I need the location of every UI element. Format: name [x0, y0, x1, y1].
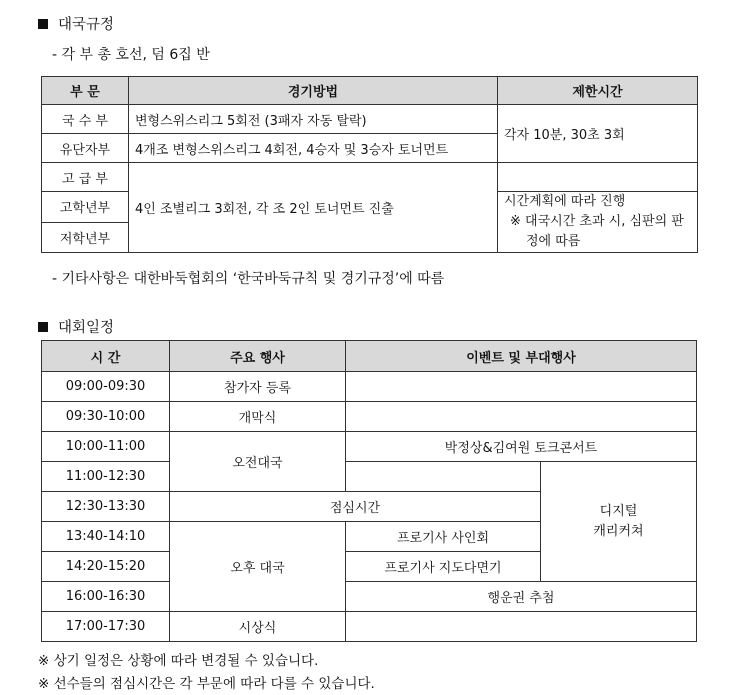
schedule-heading-text: 대회일정: [58, 320, 115, 336]
time-cell: 09:00-09:30: [42, 372, 170, 402]
time-cell: 12:30-13:30: [42, 492, 170, 522]
division-cell: 유단자부: [42, 134, 129, 163]
schedule-table: [41, 340, 697, 642]
col-side-event: 이벤트 및 부대행사: [346, 341, 697, 372]
method-cell: 4개조 변형스위스리그 4회전, 4승자 및 3승자 토너먼트: [129, 134, 498, 163]
col-time-limit: 제한시간: [498, 77, 698, 105]
time-plan-line: 시간계획에 따라 진행: [504, 194, 626, 209]
main-event-cell: 오후 대국: [170, 522, 346, 612]
rules-table: [41, 76, 698, 253]
side-event-cell: 행운권 추첨: [346, 582, 697, 612]
time-limit-cell: 각자 10분, 30초 3회: [498, 105, 698, 163]
other-rules-note: - 기타사항은 대한바둑협회의 ‘한국바둑규칙 및 경기규정’에 따름: [52, 271, 445, 287]
table-row: [42, 612, 697, 642]
side-event-empty-cell: [346, 402, 697, 432]
division-cell: 고학년부: [42, 192, 129, 223]
table-row: [42, 372, 697, 402]
footnote-schedule-change: ※ 상기 일정은 상황에 따라 변경될 수 있습니다.: [38, 653, 319, 669]
table-row: [42, 582, 697, 612]
schedule-heading: [38, 316, 114, 337]
col-division: 부 문: [42, 77, 129, 105]
side-event-cell: 프로기사 지도다면기: [346, 552, 541, 582]
time-cell: 09:30-10:00: [42, 402, 170, 432]
col-time: 시 간: [42, 341, 170, 372]
main-event-cell: 오전대국: [170, 432, 346, 492]
time-cell: 11:00-12:30: [42, 462, 170, 492]
side-event-empty-cell: [346, 462, 541, 492]
time-cell: 14:20-15:20: [42, 552, 170, 582]
rules-header-row: [42, 77, 698, 105]
side-event-empty-cell: [346, 612, 697, 642]
division-cell: 저학년부: [42, 222, 129, 253]
time-cell: 16:00-16:30: [42, 582, 170, 612]
time-limit-plan-cell: [498, 192, 698, 253]
table-row: [42, 163, 698, 192]
col-method: 경기방법: [129, 77, 498, 105]
main-event-cell: 참가자 등록: [170, 372, 346, 402]
rules-subnote: - 각 부 총 호선, 덤 6집 반: [52, 47, 210, 63]
time-cell: 10:00-11:00: [42, 432, 170, 462]
division-cell: 국 수 부: [42, 105, 129, 134]
side-event-cell: 프로기사 사인회: [346, 522, 541, 552]
table-row: [42, 462, 697, 492]
lunch-cell: 점심시간: [170, 492, 541, 522]
square-bullet-icon: [38, 322, 48, 332]
main-event-cell: 시상식: [170, 612, 346, 642]
digital-caricature-cell: 디지털 캐리커쳐: [541, 462, 697, 582]
time-cell: 13:40-14:10: [42, 522, 170, 552]
table-row: [42, 105, 698, 134]
main-event-cell: 개막식: [170, 402, 346, 432]
time-overrun-note: ※ 대국시간 초과 시, 심판의 판정에 따름: [510, 214, 684, 249]
side-event-cell: 박정상&김여원 토크콘서트: [346, 432, 697, 462]
time-cell: 17:00-17:30: [42, 612, 170, 642]
col-main-event: 주요 행사: [170, 341, 346, 372]
time-limit-blank-cell: [498, 163, 698, 192]
division-cell: 고 급 부: [42, 163, 129, 192]
table-row: [42, 432, 697, 462]
schedule-header-row: [42, 341, 697, 372]
square-bullet-icon: [38, 19, 48, 29]
rules-heading-text: 대국규정: [58, 17, 115, 33]
rules-heading: [38, 13, 114, 34]
table-row: [42, 402, 697, 432]
method-cell: 변형스위스리그 5회전 (3패자 자동 탈락): [129, 105, 498, 134]
method-group-cell: 4인 조별리그 3회전, 각 조 2인 토너먼트 진출: [129, 163, 498, 253]
side-event-empty-cell: [346, 372, 697, 402]
footnote-lunch-time: ※ 선수들의 점심시간은 각 부문에 따라 다를 수 있습니다.: [38, 676, 375, 692]
